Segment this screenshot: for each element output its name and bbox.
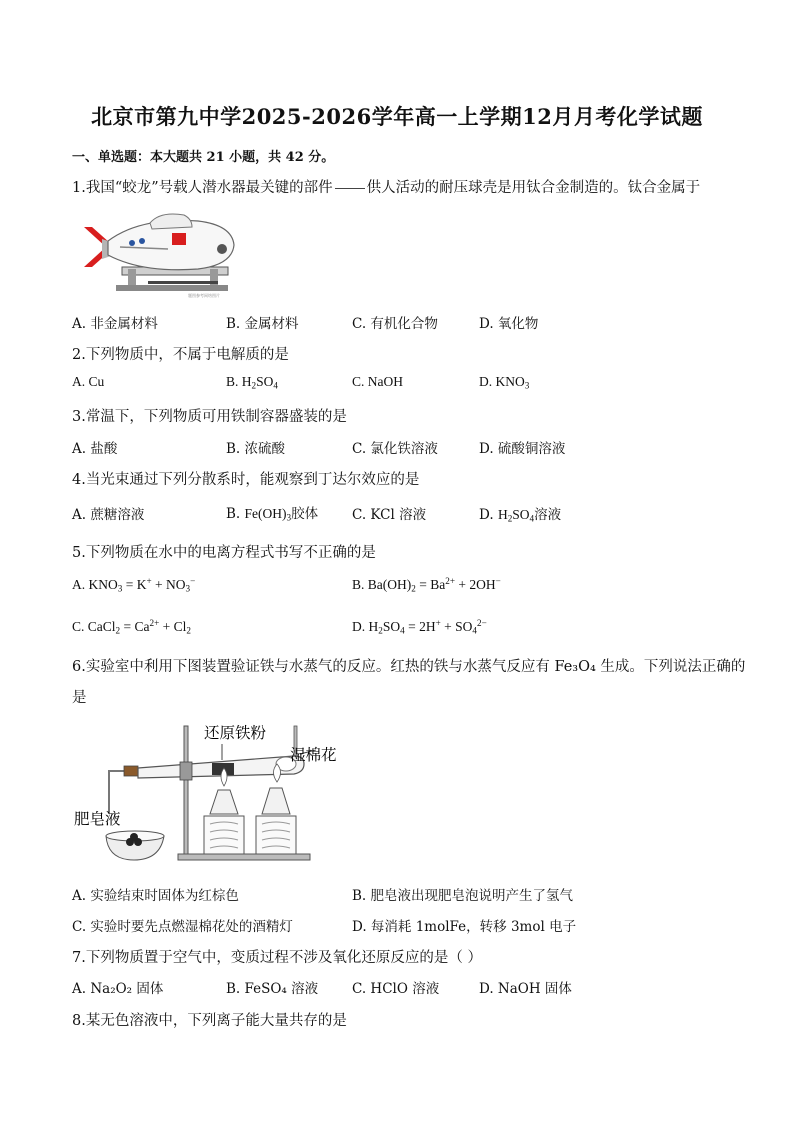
question-4: 4.当光束通过下列分散系时，能观察到丁达尔效应的是 [72,472,420,488]
q1-option-d: D. 氧化物 [479,316,539,332]
q3-option-a: A. 盐酸 [72,441,118,457]
section-heading: 一、单选题：本大题共 21 小题，共 42 分。 [72,150,335,165]
q1-option-c: C. 有机化合物 [352,316,438,332]
q2-option-d: D. $KNO_3$ [479,374,530,391]
q7-option-a: A. Na₂O₂ 固体 [72,981,164,997]
question-6-line-2: 是 [72,690,87,706]
label-wet-cotton: 湿棉花 [290,746,337,764]
q2-option-a: A. Cu [72,374,105,389]
q7-option-d: D. NaOH 固体 [479,981,572,997]
q2-option-b: B. $H_2SO_4$ [226,374,278,391]
q5-option-c: C. CaCl$_2$ = $Ca^{2+} + Cl_2$ [72,618,191,636]
dash-separator [335,188,365,189]
q7-option-c: C. HClO 溶液 [352,981,440,997]
q4-option-a: A. 蔗糖溶液 [72,507,145,523]
q1-option-a: A. 非金属材料 [72,316,158,332]
q5-option-d: D. $H_2SO_4 = 2H^+ + SO_4^{2-}$ [352,618,487,636]
q4-option-b: B. $Fe(OH)_3$胶体 [226,506,319,523]
q3-option-d: D. 硫酸铜溶液 [479,441,566,457]
q3-option-b: B. 浓硫酸 [226,441,286,457]
label-iron-powder: 还原铁粉 [204,724,267,742]
q6-option-c: C. 实验时要先点燃湿棉花处的酒精灯 [72,919,293,935]
question-5: 5.下列物质在水中的电离方程式书写不正确的是 [72,545,376,561]
submarine-image [80,207,240,299]
q7-option-b: B. FeSO₄ 溶液 [226,981,319,997]
q5-option-a: A. $KNO_3 = K^+ + NO_3^-$ [72,576,196,594]
page-title: 北京市第九中学2025-2026学年高一上学期12月月考化学试题 [91,104,703,129]
q4-option-c: C. KCl 溶液 [352,507,427,523]
q3-option-c: C. 氯化铁溶液 [352,441,438,457]
question-6-line-1: 6.实验室中利用下图装置验证铁与水蒸气的反应。红热的铁与水蒸气反应有 Fe₃O₄ 生成。下列说法正确的 [72,659,746,675]
q1-text-b: 供人活动的耐压球壳是用钛合金制造的。钛合金属于 [366,180,701,196]
question-2: 2.下列物质中，不属于电解质的是 [72,347,289,363]
question-1 [72,176,700,197]
q2-option-c: C. NaOH [352,374,403,389]
q6-option-a: A. 实验结束时固体为红棕色 [72,888,239,904]
label-soap-solution: 肥皂液 [74,810,121,828]
apparatus-diagram [72,716,357,866]
q6-option-d: D. 每消耗 1molFe，转移 3mol 电子 [352,919,577,935]
q6-option-b: B. 肥皂液出现肥皂泡说明产生了氢气 [352,888,574,904]
question-8: 8.某无色溶液中，下列离子能大量共存的是 [72,1013,347,1029]
q1-option-b: B. 金属材料 [226,316,299,332]
q4-option-d: D. $H_2SO_4$溶液 [479,507,562,524]
question-7: 7.下列物质置于空气中，变质过程不涉及氧化还原反应的是（ ） [72,950,482,966]
q1-text-a: 1.我国“蛟龙”号载人潜水器最关键的部件 [72,180,333,196]
question-3: 3.常温下，下列物质可用铁制容器盛装的是 [72,409,347,425]
image-caption: 题图参考网络图片 [188,293,220,298]
q5-option-b: B. $Ba(OH)_2 = Ba^{2+} + 2OH^-$ [352,576,501,594]
